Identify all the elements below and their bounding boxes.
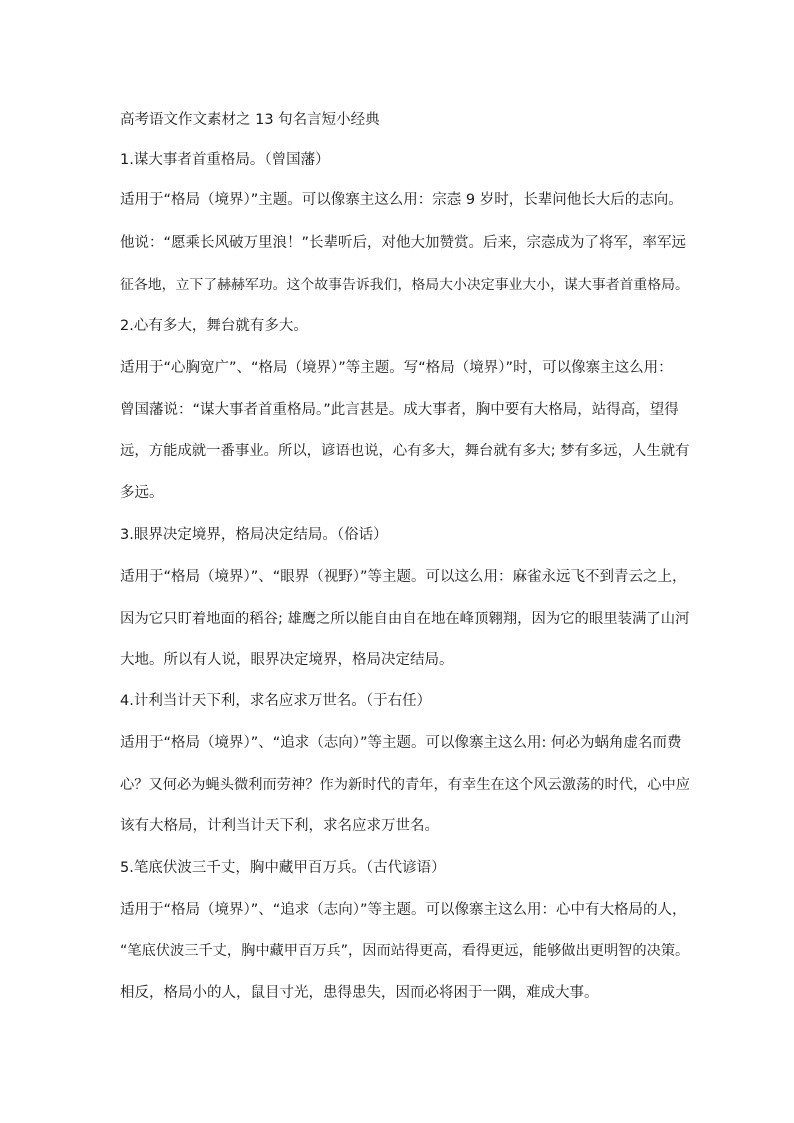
section-2-line-2: 曾国藩说：“谋大事者首重格局。”此言甚是。成大事者，胸中要有大格局，站得高，望得	[120, 402, 679, 418]
section-3-line-1: 适用于“格局（境界）”、“眼界（视野）”等主题。可以这么用：麻雀永远飞不到青云之上，	[120, 569, 687, 585]
section-2-line-3: 远，方能成就一番事业。所以，谚语也说，心有多大，舞台就有多大; 梦有多远，人生就有	[120, 443, 690, 459]
section-1-line-3: 征各地，立下了赫赫军功。这个故事告诉我们，格局大小决定事业大小，谋大事者首重格局。	[120, 277, 689, 293]
section-5-line-2: “笔底伏波三千丈，胸中藏甲百万兵”，因而站得更高，看得更远，能够做出更明智的决策。	[120, 943, 690, 959]
section-5-line-1: 适用于“格局（境界）”、“追求（志向）”等主题。可以像寨主这么用：心中有大格局的人，	[120, 902, 687, 918]
section-3-line-2: 因为它只盯着地面的稻谷; 雄鹰之所以能自由自在地在峰顶翱翔，因为它的眼里装满了山河	[120, 611, 690, 627]
section-1-heading: 1.谋大事者首重格局。（曾国藩）	[120, 152, 330, 168]
section-2-heading: 2.心有多大，舞台就有多大。	[120, 318, 308, 334]
section-4-line-1: 适用于“格局（境界）”、“追求（志向）”等主题。可以像寨主这么用: 何必为蜗角虚名而费	[120, 735, 682, 751]
section-1-line-1: 适用于“格局（境界）”主题。可以像寨主这么用：宗悫 9 岁时，长辈问他长大后的志向。	[120, 192, 683, 208]
section-4-line-2: 心？又何必为蝇头微利而劳神？作为新时代的青年，有幸生在这个风云激荡的时代，心中应	[120, 777, 691, 793]
section-3-line-3: 大地。所以有人说，眼界决定境界，格局决定结局。	[120, 652, 454, 668]
section-2-line-1: 适用于“心胸宽广”、“格局（境界）”等主题。写“格局（境界）”时，可以像寨主这么用：	[120, 360, 673, 376]
section-4-line-3: 该有大格局，计利当计天下利，求名应求万世名。	[120, 818, 439, 834]
section-3-heading: 3.眼界决定境界，格局决定结局。（俗话）	[120, 527, 388, 543]
document-title: 高考语文作文素材之 13 句名言短小经典	[120, 112, 380, 128]
section-5-line-3: 相反，格局小的人，鼠目寸光，患得患失，因而必将困于一隅，难成大事。	[120, 985, 599, 1001]
section-2-line-4: 多远。	[120, 485, 164, 501]
section-4-heading: 4.计利当计天下利，求名应求万世名。（于右任）	[120, 693, 432, 709]
section-1-line-2: 他说：“愿乘长风破万里浪！”长辈听后，对他大加赞赏。后来，宗悫成为了将军，率军远	[120, 235, 687, 251]
section-5-heading: 5.笔底伏波三千丈，胸中藏甲百万兵。（古代谚语）	[120, 860, 446, 876]
